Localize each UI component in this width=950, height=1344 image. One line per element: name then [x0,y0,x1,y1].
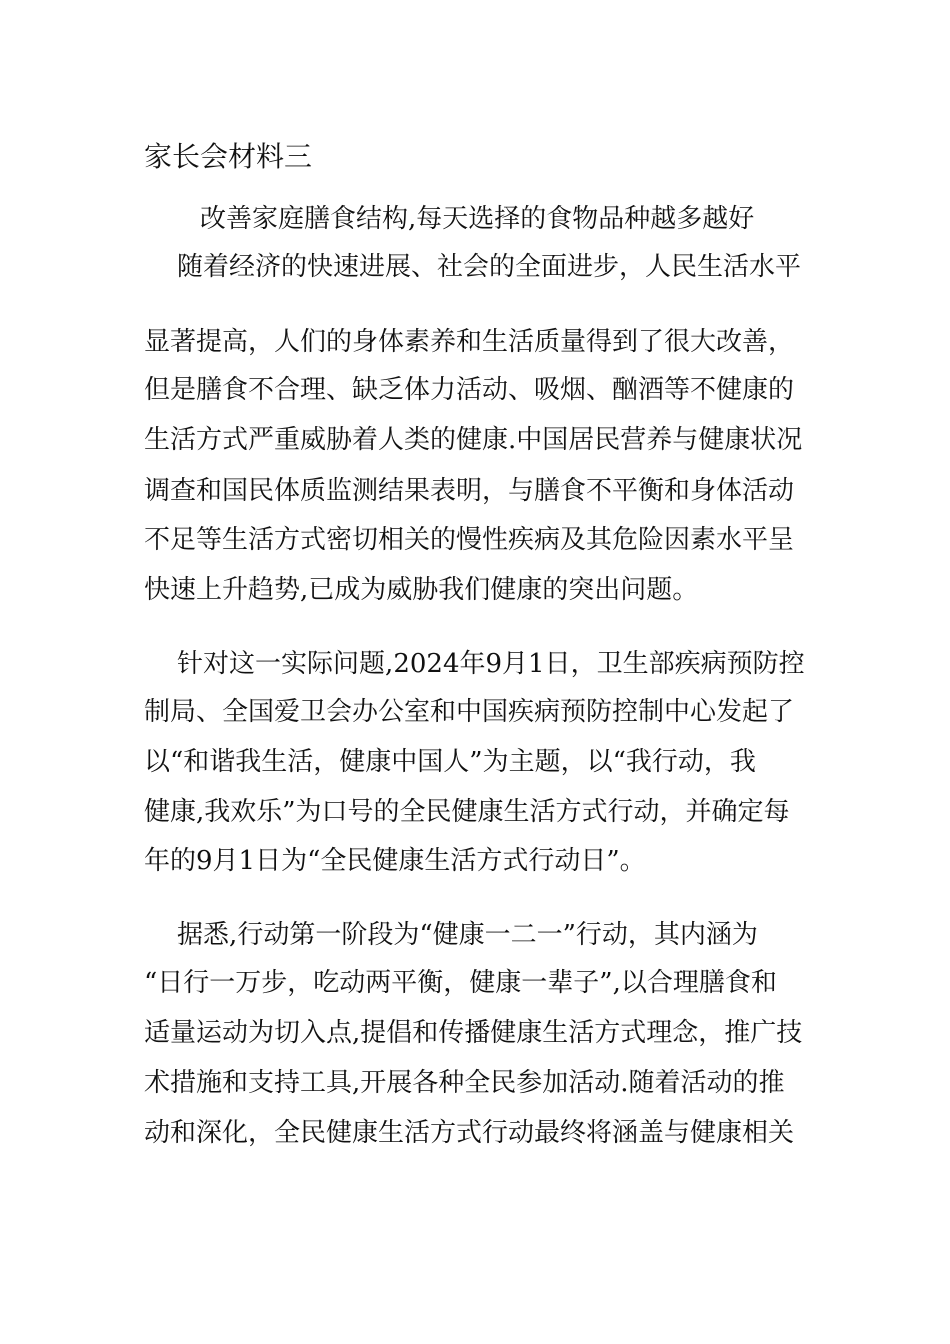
document-subtitle: 改善家庭膳食结构,每天选择的食物品种越多越好 [200,204,755,234]
document-title: 家长会材料三 [144,140,313,173]
paragraph-line: 据悉,行动第一阶段为“健康一二一”行动，其内涵为 [144,920,758,950]
paragraph-line: “日行一万步，吃动两平衡，健康一辈子”,以合理膳食和 [144,968,777,998]
paragraph-line: 生活方式严重威胁着人类的健康.中国居民营养与健康状况 [144,425,803,455]
paragraph-line: 调查和国民体质监测结果表明，与膳食不平衡和身体活动 [144,476,795,506]
paragraph-line: 但是膳食不合理、缺乏体力活动、吸烟、酗酒等不健康的 [144,375,795,405]
paragraph-line: 健康,我欢乐”为口号的全民健康生活方式行动，并确定每 [144,797,790,827]
paragraph-line: 制局、全国爱卫会办公室和中国疾病预防控制中心发起了 [144,697,795,727]
paragraph-line: 术措施和支持工具,开展各种全民参加活动.随着活动的推 [144,1068,785,1098]
paragraph-line: 显著提高，人们的身体素养和生活质量得到了很大改善， [144,327,795,357]
paragraph-line: 适量运动为切入点,提倡和传播健康生活方式理念，推广技 [144,1018,803,1048]
paragraph-line: 动和深化，全民健康生活方式行动最终将涵盖与健康相关 [144,1118,795,1148]
paragraph-line: 随着经济的快速进展、社会的全面进步，人民生活水平 [144,252,802,282]
paragraph-line: 快速上升趋势,已成为威胁我们健康的突出问题。 [144,575,699,605]
paragraph-line: 针对这一实际问题,2024年9月1日，卫生部疾病预防控 [144,649,805,679]
paragraph-line: 不足等生活方式密切相关的慢性疾病及其危险因素水平呈 [144,525,795,555]
paragraph-line: 年的9月1日为“全民健康生活方式行动日”。 [144,846,646,876]
paragraph-line: 以“和谐我生活，健康中国人”为主题，以“我行动，我 [144,747,756,777]
